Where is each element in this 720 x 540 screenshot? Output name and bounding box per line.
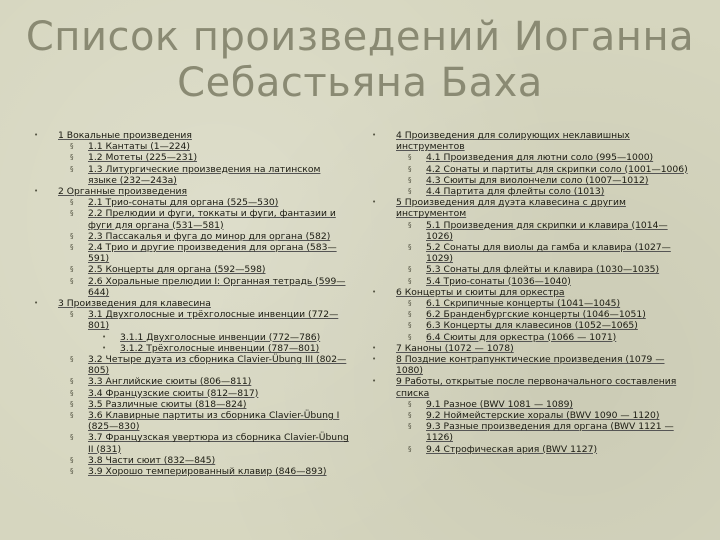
- bullet-icon: •: [372, 198, 377, 207]
- list-item-link[interactable]: 1 Вокальные произведения: [58, 130, 192, 141]
- bullet-icon: •: [34, 131, 39, 139]
- list-item-link[interactable]: 3.2 Четыре дуэта из сборника Clavier-Übung III (802—805): [88, 354, 347, 377]
- bullet-icon: §: [70, 276, 74, 285]
- list-item[interactable]: [34, 276, 352, 298]
- list-item[interactable]: [34, 141, 352, 152]
- left-column-list: [34, 130, 352, 477]
- list-item[interactable]: [372, 164, 692, 175]
- bullet-icon: •: [372, 355, 377, 364]
- bullet-icon: §: [408, 422, 412, 431]
- list-item-link[interactable]: 8 Поздние контрапунктические произведения (1079 — 1080): [396, 354, 665, 377]
- list-item-link[interactable]: 4.4 Партита для флейты соло (1013): [426, 186, 605, 198]
- list-item-link[interactable]: 9.4 Строфическая ария (BWV 1127): [426, 443, 598, 455]
- list-item[interactable]: [372, 444, 692, 455]
- bullet-icon: §: [70, 265, 74, 274]
- bullet-icon: §: [408, 187, 412, 196]
- bullet-icon: §: [70, 377, 74, 386]
- list-item[interactable]: [34, 388, 352, 399]
- bullet-icon: §: [70, 231, 74, 240]
- list-item[interactable]: [372, 332, 692, 343]
- title-line-1: Список произведений Иоганна: [25, 14, 695, 60]
- list-item[interactable]: [34, 309, 352, 331]
- list-item-link[interactable]: 2.6 Хоральные прелюдии I: Органная тетрадь (599—644): [88, 275, 346, 298]
- list-item[interactable]: [34, 343, 352, 354]
- list-item[interactable]: [34, 376, 352, 387]
- list-item[interactable]: [372, 264, 692, 275]
- list-item[interactable]: [34, 298, 352, 309]
- bullet-icon: §: [70, 411, 74, 420]
- list-item-link[interactable]: 5.3 Сонаты для флейты и клавира (1030—1035): [426, 264, 660, 276]
- page-title: [0, 14, 720, 106]
- bullet-icon: §: [408, 220, 412, 229]
- bullet-icon: §: [408, 153, 412, 162]
- list-item[interactable]: [34, 455, 352, 466]
- list-item[interactable]: [34, 208, 352, 230]
- list-item-link[interactable]: 1.1 Кантаты (1—224): [88, 141, 190, 153]
- bullet-icon: •: [34, 187, 39, 196]
- list-item[interactable]: [372, 343, 692, 354]
- list-item-link[interactable]: 3 Произведения для клавесина: [58, 298, 211, 310]
- list-item-link[interactable]: 5 Произведения для дуэта клавесина с другим инструментом: [396, 197, 626, 220]
- list-item[interactable]: [372, 152, 692, 163]
- bullet-icon: §: [70, 467, 74, 476]
- list-item-link[interactable]: 9.2 Ноймейстерские хоралы (BWV 1090 — 1120): [426, 410, 660, 422]
- list-item-link[interactable]: 4.3 Сюиты для виолончели соло (1007—1012): [426, 174, 649, 186]
- list-item-link[interactable]: 2.2 Прелюдии и фуги, токкаты и фуги, фантазии и фуги для органа (531—581): [88, 208, 336, 231]
- list-item[interactable]: [34, 152, 352, 163]
- list-item-link[interactable]: 3.1 Двухголосные и трёхголосные инвенции (772—801): [88, 309, 339, 332]
- list-item[interactable]: [372, 421, 692, 443]
- list-item[interactable]: [372, 410, 692, 421]
- title-line-2: Себастьяна Баха: [177, 60, 543, 106]
- list-item-link[interactable]: 3.4 Французские сюиты (812—817): [88, 387, 259, 399]
- list-item[interactable]: [372, 197, 692, 219]
- list-item-link[interactable]: 5.2 Сонаты для виолы да гамба и клавира (1027—1029): [426, 242, 671, 265]
- list-item-link[interactable]: 1.2 Мотеты (225—231): [88, 152, 198, 164]
- list-item[interactable]: [34, 354, 352, 376]
- list-item-link[interactable]: 3.7 Французская увертюра из сборника Clavier-Übung II (831): [88, 432, 349, 455]
- list-item[interactable]: [34, 242, 352, 264]
- bullet-icon: §: [70, 310, 74, 319]
- bullet-icon: §: [408, 310, 412, 319]
- list-item-link[interactable]: 9.1 Разное (BWV 1081 — 1089): [426, 398, 574, 410]
- list-item[interactable]: [372, 186, 692, 197]
- bullet-icon: §: [70, 433, 74, 442]
- list-item[interactable]: [34, 231, 352, 242]
- list-item-link[interactable]: 7 Каноны (1072 — 1078): [396, 342, 514, 354]
- bullet-icon: •: [372, 343, 377, 352]
- list-item-link[interactable]: 9.3 Разные произведения для органа (BWV 1121 — 1126): [426, 421, 674, 444]
- bullet-icon: •: [372, 377, 377, 386]
- list-item[interactable]: [34, 186, 352, 197]
- bullet-icon: §: [408, 411, 412, 420]
- list-item[interactable]: [34, 264, 352, 275]
- bullet-icon: •: [102, 332, 107, 341]
- list-item[interactable]: [372, 220, 692, 242]
- bullet-icon: §: [408, 399, 412, 408]
- list-item-link[interactable]: 6.4 Сюиты для оркестра (1066 — 1071): [426, 331, 617, 343]
- list-item-link[interactable]: 2.5 Концерты для органа (592—598): [88, 264, 266, 276]
- list-item[interactable]: [372, 276, 692, 287]
- list-item[interactable]: [372, 287, 692, 298]
- list-item[interactable]: [34, 130, 352, 141]
- list-item-link[interactable]: 5.1 Произведения для скрипки и клавира (1014—1026): [426, 219, 668, 242]
- list-item-link[interactable]: 3.1.2 Трёхголосные инвенции (787—801): [120, 342, 320, 354]
- bullet-icon: •: [34, 299, 39, 308]
- list-item[interactable]: [34, 164, 352, 186]
- list-item[interactable]: [34, 197, 352, 208]
- list-item-link[interactable]: 5.4 Трио-сонаты (1036—1040): [426, 275, 571, 287]
- bullet-icon: §: [408, 243, 412, 252]
- list-item-link[interactable]: 3.9 Хорошо темперированный клавир (846—893): [88, 466, 327, 478]
- list-item[interactable]: [34, 466, 352, 477]
- bullet-icon: §: [70, 455, 74, 464]
- list-item[interactable]: [372, 309, 692, 320]
- list-item-link[interactable]: 2.4 Трио и другие произведения для органа (583—591): [88, 242, 337, 265]
- list-item-link[interactable]: 1.3 Литургические произведения на латинском языке (232—243a): [88, 163, 321, 186]
- list-item-link[interactable]: 6.1 Скрипичные концерты (1041—1045): [426, 298, 621, 310]
- list-item[interactable]: [34, 432, 352, 454]
- list-item-link[interactable]: 6 Концерты и сюиты для оркестра: [396, 286, 565, 298]
- bullet-icon: §: [408, 332, 412, 341]
- list-item[interactable]: [372, 242, 692, 264]
- list-item[interactable]: [372, 399, 692, 410]
- bullet-icon: §: [70, 209, 74, 218]
- list-item-link[interactable]: 4.1 Произведения для лютни соло (995—1000): [426, 152, 654, 164]
- bullet-icon: §: [70, 153, 74, 162]
- list-item-link[interactable]: 3.8 Части сюит (832—845): [88, 454, 216, 466]
- bullet-icon: •: [102, 343, 107, 352]
- list-item[interactable]: [34, 410, 352, 432]
- list-item-link[interactable]: 6.3 Концерты для клавесинов (1052—1065): [426, 320, 638, 332]
- bullet-icon: §: [70, 164, 74, 173]
- list-item[interactable]: [372, 354, 692, 376]
- bullet-icon: §: [408, 175, 412, 184]
- bullet-icon: §: [70, 142, 74, 151]
- list-item-link[interactable]: 2 Органные произведения: [58, 186, 188, 198]
- bullet-icon: §: [408, 276, 412, 285]
- list-item[interactable]: [372, 376, 692, 398]
- bullet-icon: §: [408, 265, 412, 274]
- list-item-link[interactable]: 4.2 Сонаты и партиты для скрипки соло (1001—1006): [426, 163, 688, 175]
- list-item-link[interactable]: 6.2 Бранденбургские концерты (1046—1051): [426, 309, 646, 321]
- list-item[interactable]: [34, 399, 352, 410]
- list-item-link[interactable]: 9 Работы, открытые после первоначального составления списка: [396, 376, 677, 399]
- list-item[interactable]: [372, 298, 692, 309]
- list-item[interactable]: [372, 175, 692, 186]
- bullet-icon: §: [70, 388, 74, 397]
- list-item-link[interactable]: 2.3 Пассакалья и фуга до минор для органа (582): [88, 230, 331, 242]
- bullet-icon: §: [408, 444, 412, 453]
- bullet-icon: §: [70, 198, 74, 207]
- list-item-link[interactable]: 4 Произведения для солирующих неклавишных инструментов: [396, 130, 630, 153]
- bullet-icon: §: [408, 321, 412, 330]
- list-item-link[interactable]: 3.5 Различные сюиты (818—824): [88, 398, 247, 410]
- list-item[interactable]: [372, 130, 692, 152]
- list-item[interactable]: [372, 320, 692, 331]
- bullet-icon: §: [70, 243, 74, 252]
- list-item-link[interactable]: 2.1 Трио-сонаты для органа (525—530): [88, 197, 279, 209]
- bullet-icon: •: [372, 287, 377, 296]
- bullet-icon: •: [372, 131, 377, 139]
- list-item-link[interactable]: 3.6 Клавирные партиты из сборника Clavier-Übung I (825—830): [88, 410, 340, 433]
- bullet-icon: §: [70, 355, 74, 364]
- list-item[interactable]: [34, 332, 352, 343]
- bullet-icon: §: [408, 164, 412, 173]
- bullet-icon: §: [408, 299, 412, 308]
- right-column-list: [372, 130, 692, 455]
- list-item-link[interactable]: 3.1.1 Двухголосные инвенции (772—786): [120, 331, 321, 343]
- bullet-icon: §: [70, 399, 74, 408]
- list-item-link[interactable]: 3.3 Английские сюиты (806—811): [88, 376, 252, 388]
